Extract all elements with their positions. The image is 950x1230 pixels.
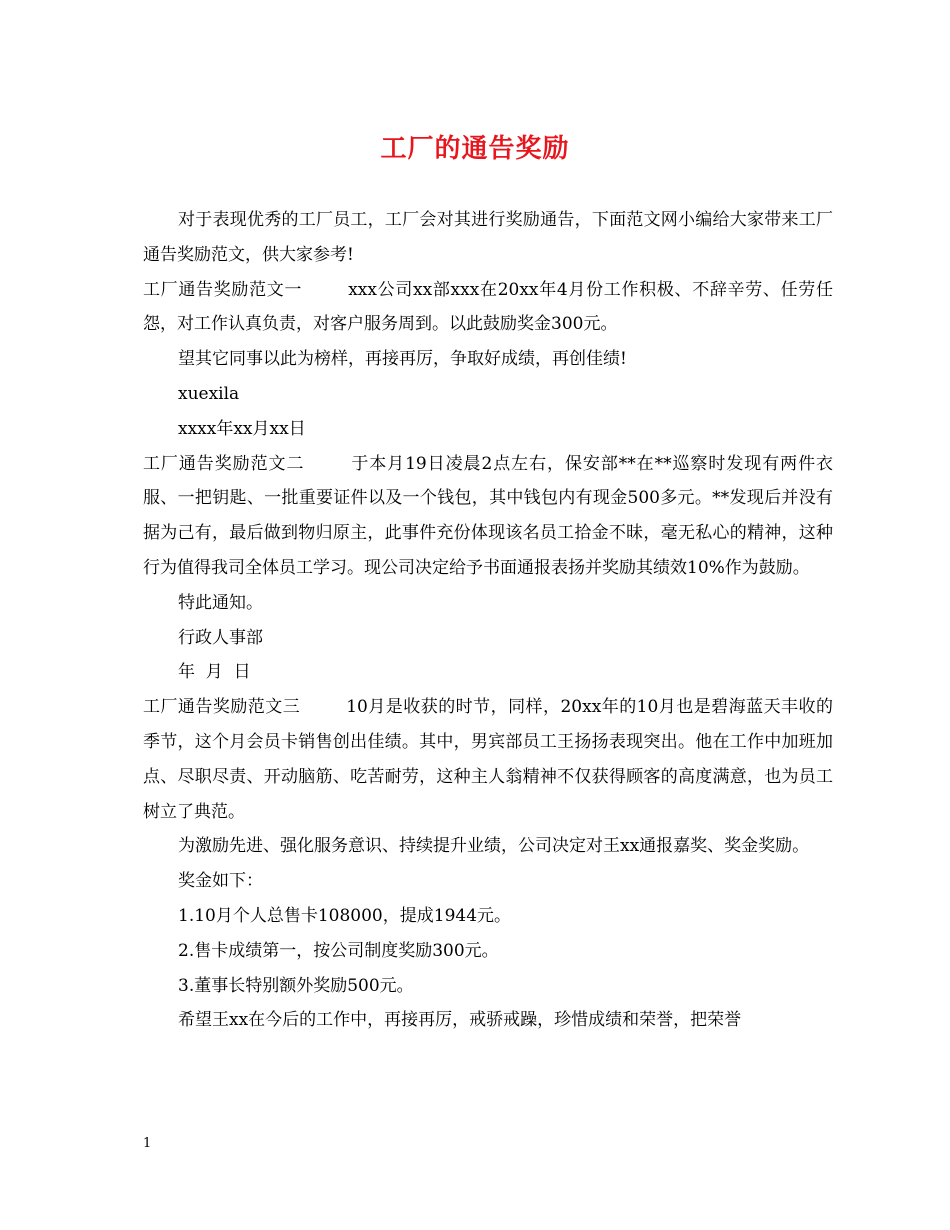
paragraph-notice: 特此通知。 xyxy=(178,592,263,613)
sample-2-text: 于本月19日凌晨2点左右，保安部**在**巡察时发现有两件衣服、一把钥匙、一批重要证件以及一个钱包，其中钱包内有现金500多元。**发现后并没有据为己有，最后做到物归原主，此事件充份体现该名员工拾金不昧，毫无私心的精神，这种行为值得我司全体员工学习。现公司决定给予书面通报表扬并奖励其绩效10%作为鼓励。 xyxy=(143,453,833,578)
page-number: 1 xyxy=(143,1136,152,1151)
paragraph-sample-1 xyxy=(143,273,833,343)
paragraph-date-1: xxxx年xx月xx日 xyxy=(178,418,306,439)
bonus-item-1: 1.10月个人总售卡108000，提成1944元。 xyxy=(178,905,512,926)
bonus-item-3: 3.董事长特别额外奖励500元。 xyxy=(178,975,414,996)
sample-3-heading: 工厂通告奖励范文三 xyxy=(143,697,301,718)
paragraph-date-2: 年 月 日 xyxy=(178,662,251,683)
document-title: 工厂的通告奖励 xyxy=(380,134,570,164)
paragraph-sample-2 xyxy=(143,447,833,586)
sample-1-heading: 工厂通告奖励范文一 xyxy=(143,279,303,300)
paragraph-decision: 为激励先进、强化服务意识、持续提升业绩，公司决定对王xx通报嘉奖、奖金奖励。 xyxy=(178,836,810,857)
paragraph-intro: 对于表现优秀的工厂员工，工厂会对其进行奖励通告，下面范文网小编给大家带来工厂通告奖励范文，供大家参考! xyxy=(143,210,833,265)
paragraph-bonus-intro: 奖金如下： xyxy=(178,871,263,892)
paragraph-encourage: 望其它同事以此为榜样，再接再厉，争取好成绩，再创佳绩! xyxy=(178,349,627,370)
sample-1-text: xxx公司xx部xxx在20xx年4月份工作积极、不辞辛劳、任劳任怨，对工作认真负责，对客户服务周到。以此鼓励奖金300元。 xyxy=(143,279,833,335)
sample-3-text: 10月是收获的时节，同样，20xx年的10月也是碧海蓝天丰收的季节，这个月会员卡销售创出佳绩。其中，男宾部员工王扬扬表现突出。他在工作中加班加点、尽职尽责、开动脑筋、吃苦耐劳，这种主人翁精神不仅获得顾客的高度满意，也为员工树立了典范。 xyxy=(143,697,833,822)
document-body xyxy=(143,203,833,1038)
paragraph-department: 行政人事部 xyxy=(178,627,263,648)
paragraph-closing: 希望王xx在今后的工作中，再接再厉，戒骄戒躁，珍惜成绩和荣誉，把荣誉 xyxy=(178,1010,742,1031)
bonus-item-2: 2.售卡成绩第一，按公司制度奖励300元。 xyxy=(178,940,499,961)
paragraph-signature: xuexila xyxy=(178,383,240,404)
paragraph-sample-3 xyxy=(143,690,833,829)
sample-2-heading: 工厂通告奖励范文二 xyxy=(143,453,305,474)
